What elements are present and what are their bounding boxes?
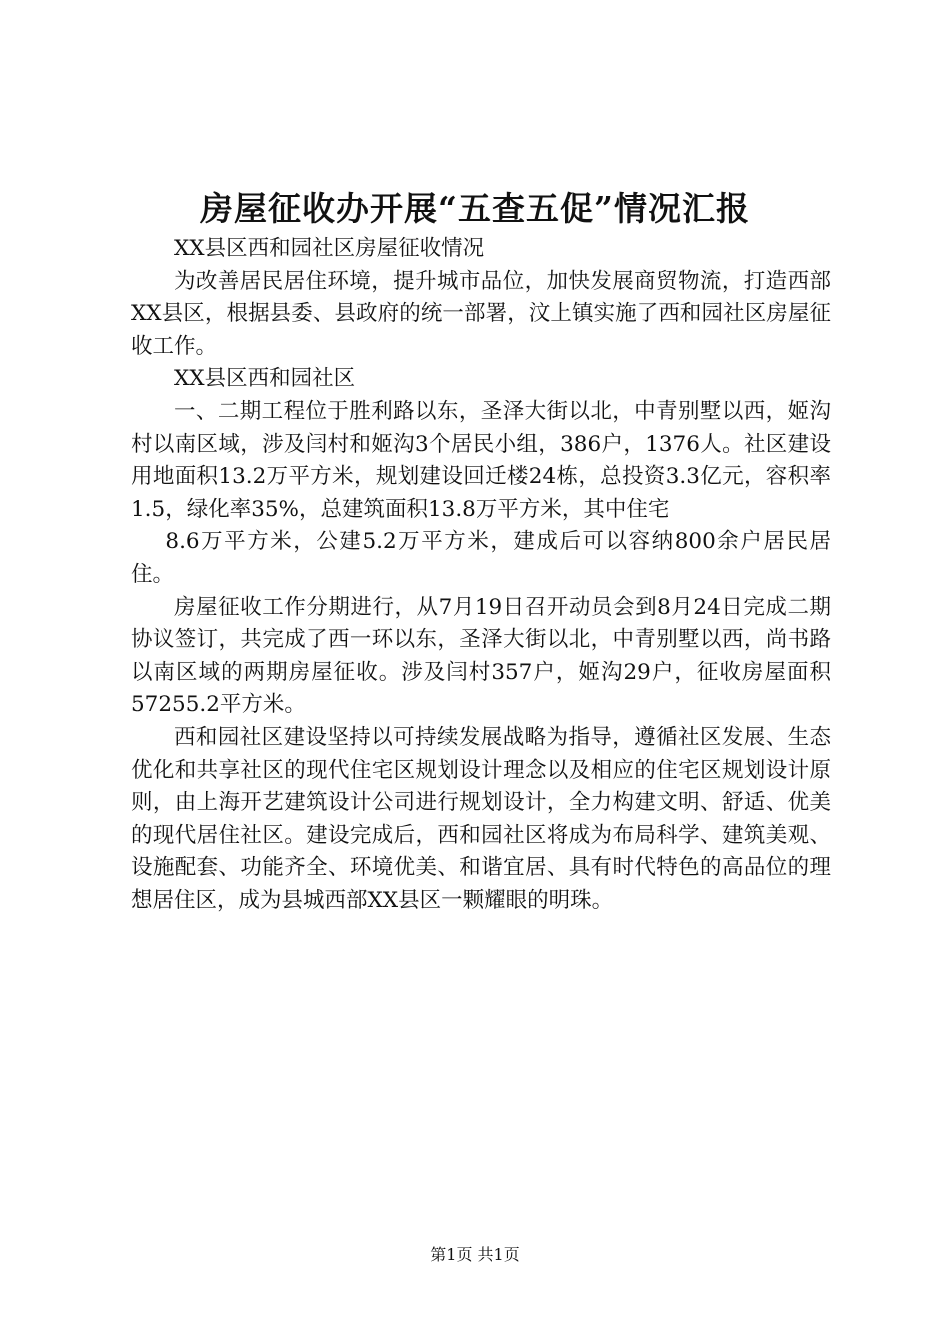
paragraph-intro: 为改善居民居住环境，提升城市品位，加快发展商贸物流，打造西部XX县区，根据县委、县政府的统一部署，汶上镇实施了西和园社区房屋征收工作。 [131, 268, 831, 359]
paragraph-heading: XX县区西和园社区 [174, 366, 356, 392]
paragraph-community-vision: 西和园社区建设坚持以可持续发展战略为指导，遵循社区发展、生态优化和共享社区的现代住宅区规划设计理念以及相应的住宅区规划设计原则，由上海开艺建筑设计公司进行规划设计，全力构建文明、舒适、优美的现代居住社区。建设完成后，西和园社区将成为布局科学、建筑美观、设施配套、功能齐全、环境优美、和谐宜居、具有时代特色的高品位的理想居住区，成为县城西部XX县区一颗耀眼的明珠。 [131, 724, 831, 913]
paragraph-residential-area: 8.6万平方米，公建5.2万平方米，建成后可以容纳800余户居民居住。 [131, 529, 831, 587]
paragraph-expropriation-progress: 房屋征收工作分期进行，从7月19日召开动员会到8月24日完成二期协议签订，共完成了西一环以东，圣泽大街以北，中青别墅以西，尚书路以南区域的两期房屋征收。涉及闫村357户，姬沟29户，征收房屋面积57255.2平方米。 [131, 594, 831, 718]
document-body [131, 233, 831, 917]
page-number: 第1页 共1页 [430, 1245, 520, 1264]
document-title: 房屋征收办开展“五查五促”情况汇报 [200, 189, 750, 228]
paragraph-subtitle: XX县区西和园社区房屋征收情况 [174, 236, 485, 261]
paragraph-project-overview: 一、二期工程位于胜利路以东，圣泽大街以北，中青别墅以西，姬沟村以南区域，涉及闫村和姬沟3个居民小组，386户，1376人。社区建设用地面积13.2万平方米，规划建设回迁楼24栋，总投资3.3亿元，容积率1.5，绿化率35%，总建筑面积13.8万平方米，其中住宅 [131, 398, 831, 522]
